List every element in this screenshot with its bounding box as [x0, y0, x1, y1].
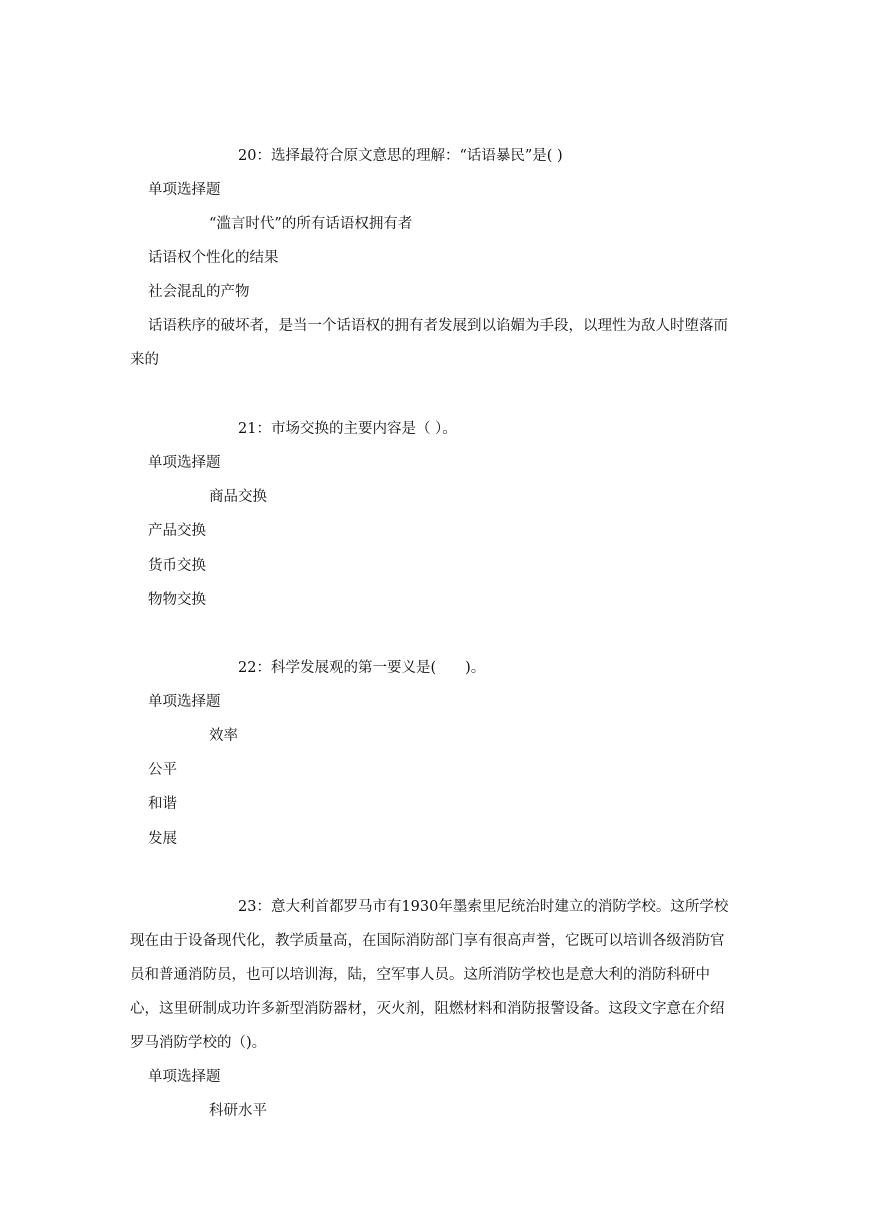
- question-20-option-a: “滥言时代”的所有话语权拥有者: [209, 216, 413, 232]
- question-21-type: 单项选择题: [148, 455, 221, 471]
- question-22-type: 单项选择题: [148, 694, 221, 710]
- question-22-option-b: 公平: [148, 762, 177, 778]
- question-21-option-b: 产品交换: [148, 523, 206, 539]
- question-22-option-a: 效率: [209, 728, 238, 744]
- question-22-option-c: 和谐: [148, 796, 177, 812]
- question-20-stem: 20：选择最符合原文意思的理解：“话语暴民”是( ): [238, 148, 563, 164]
- question-20-option-d: 话语秩序的破坏者，是当一个话语权的拥有者发展到以谄媚为手段，以理性为敌人时堕落而来的: [130, 318, 728, 368]
- question-20-option-b: 话语权个性化的结果: [148, 250, 279, 266]
- question-22-option-d: 发展: [148, 831, 177, 847]
- question-23-stem: 23：意大利首都罗马市有1930年墨索里尼统治时建立的消防学校。这所学校现在由于设备现代化，教学质量高，在国际消防部门享有很高声誉，它既可以培训各级消防官员和普通消防员，也可以培训海，陆，空军事人员。这所消防学校也是意大利的消防科研中心，这里研制成功许多新型消防器材，灭火剂，阻燃材料和消防报警设备。这段文字意在介绍罗马消防学校的（)。: [130, 899, 729, 1051]
- question-20-type: 单项选择题: [148, 182, 221, 198]
- question-23-type: 单项选择题: [148, 1069, 221, 1085]
- question-21-stem: 21：市场交换的主要内容是（ ）。: [238, 421, 457, 437]
- question-23-option-a: 科研水平: [209, 1103, 267, 1119]
- question-21-option-d: 物物交换: [148, 592, 206, 608]
- question-20-option-c: 社会混乱的产物: [148, 284, 250, 300]
- question-21-option-a: 商品交换: [209, 489, 267, 505]
- question-22-stem: 22：科学发展观的第一要义是( )。: [238, 660, 486, 676]
- question-21-option-c: 货币交换: [148, 558, 206, 574]
